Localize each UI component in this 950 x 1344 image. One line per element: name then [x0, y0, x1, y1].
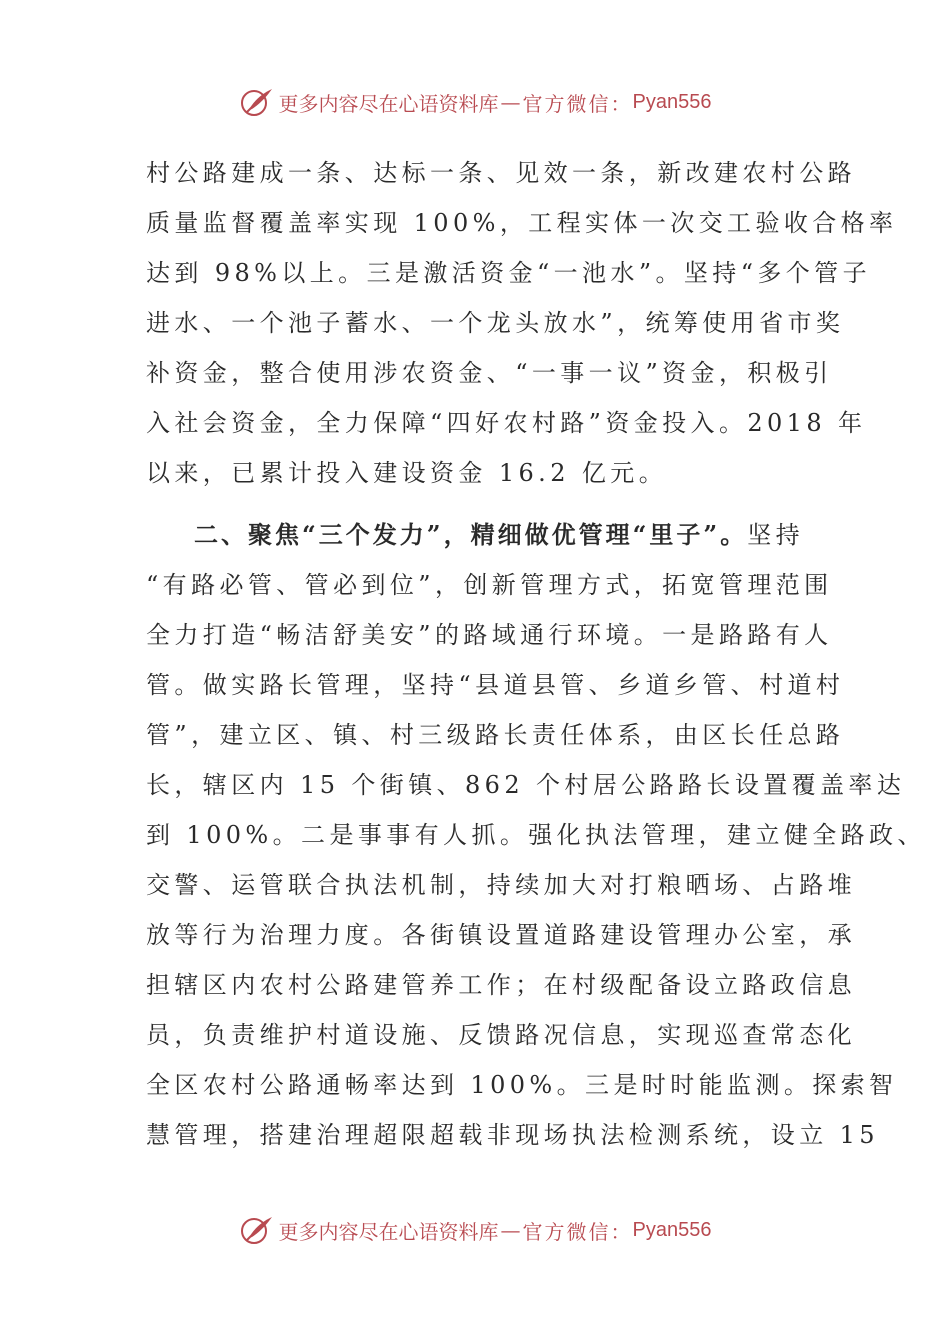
banner-wechat-label: 官方微信：	[522, 91, 633, 116]
header-banner	[0, 82, 950, 122]
text-line: 达到 98%以上。三是激活资金“一池水”。坚持“多个管子	[146, 259, 871, 287]
text-line: 补资金，整合使用涉农资金、“一事一议”资金，积极引	[146, 359, 833, 387]
heading-tail: 坚持	[747, 521, 805, 549]
document-body	[146, 148, 926, 1160]
banner-wechat-id: Pyan556	[632, 1218, 712, 1241]
text-line: 到 100%。二是事事有人抓。强化执法管理，建立健全路政、	[146, 821, 926, 849]
banner-wechat-label: 官方微信：	[522, 1219, 633, 1244]
text-line: 村公路建成一条、达标一条、见效一条，新改建农村公路	[146, 159, 856, 187]
paragraph-2	[146, 510, 926, 1160]
quill-logo-icon	[239, 1214, 275, 1246]
section-heading: 二、聚焦“三个发力”，精细做优管理“里子”。	[194, 520, 748, 549]
banner-separator: —	[500, 1218, 521, 1242]
text-line: 慧管理，搭建治理超限超载非现场执法检测系统，设立 15	[146, 1121, 879, 1149]
text-line: 员，负责维护村道设施、反馈路况信息，实现巡查常态化	[146, 1021, 856, 1049]
text-line: 交警、运管联合执法机制，持续加大对打粮晒场、占路堆	[146, 871, 856, 899]
text-line: 全力打造“畅洁舒美安”的路域通行环境。一是路路有人	[146, 621, 833, 649]
text-line: “有路必管、管必到位”，创新管理方式，拓宽管理范围	[146, 571, 833, 599]
paragraph-1	[146, 148, 898, 498]
footer-banner	[0, 1210, 950, 1250]
quill-logo-icon	[239, 86, 275, 118]
text-line: 以来，已累计投入建设资金 16.2 亿元。	[146, 459, 668, 487]
text-line: 管”，建立区、镇、村三级路长责任体系，由区长任总路	[146, 721, 845, 749]
text-line: 全区农村公路通畅率达到 100%。三是时时能监测。探索智	[146, 1071, 898, 1099]
text-line: 长，辖区内 15 个街镇、862 个村居公路路长设置覆盖率达	[146, 771, 906, 799]
banner-brand-text: 更多内容尽在心语资料库	[278, 91, 499, 116]
text-line	[146, 510, 826, 560]
text-line: 进水、一个池子蓄水、一个龙头放水”，统筹使用省市奖	[146, 309, 845, 337]
banner-brand-text: 更多内容尽在心语资料库	[278, 1219, 499, 1244]
text-line: 质量监督覆盖率实现 100%，工程实体一次交工验收合格率	[146, 209, 898, 237]
banner-separator: —	[500, 90, 521, 114]
banner-wechat-id: Pyan556	[632, 90, 712, 113]
text-line: 放等行为治理力度。各街镇设置道路建设管理办公室，承	[146, 921, 856, 949]
text-line: 入社会资金，全力保障“四好农村路”资金投入。2018 年	[146, 409, 867, 437]
text-line: 担辖区内农村公路建管养工作；在村级配备设立路政信息	[146, 971, 856, 999]
text-line: 管。做实路长管理，坚持“县道县管、乡道乡管、村道村	[146, 671, 845, 699]
